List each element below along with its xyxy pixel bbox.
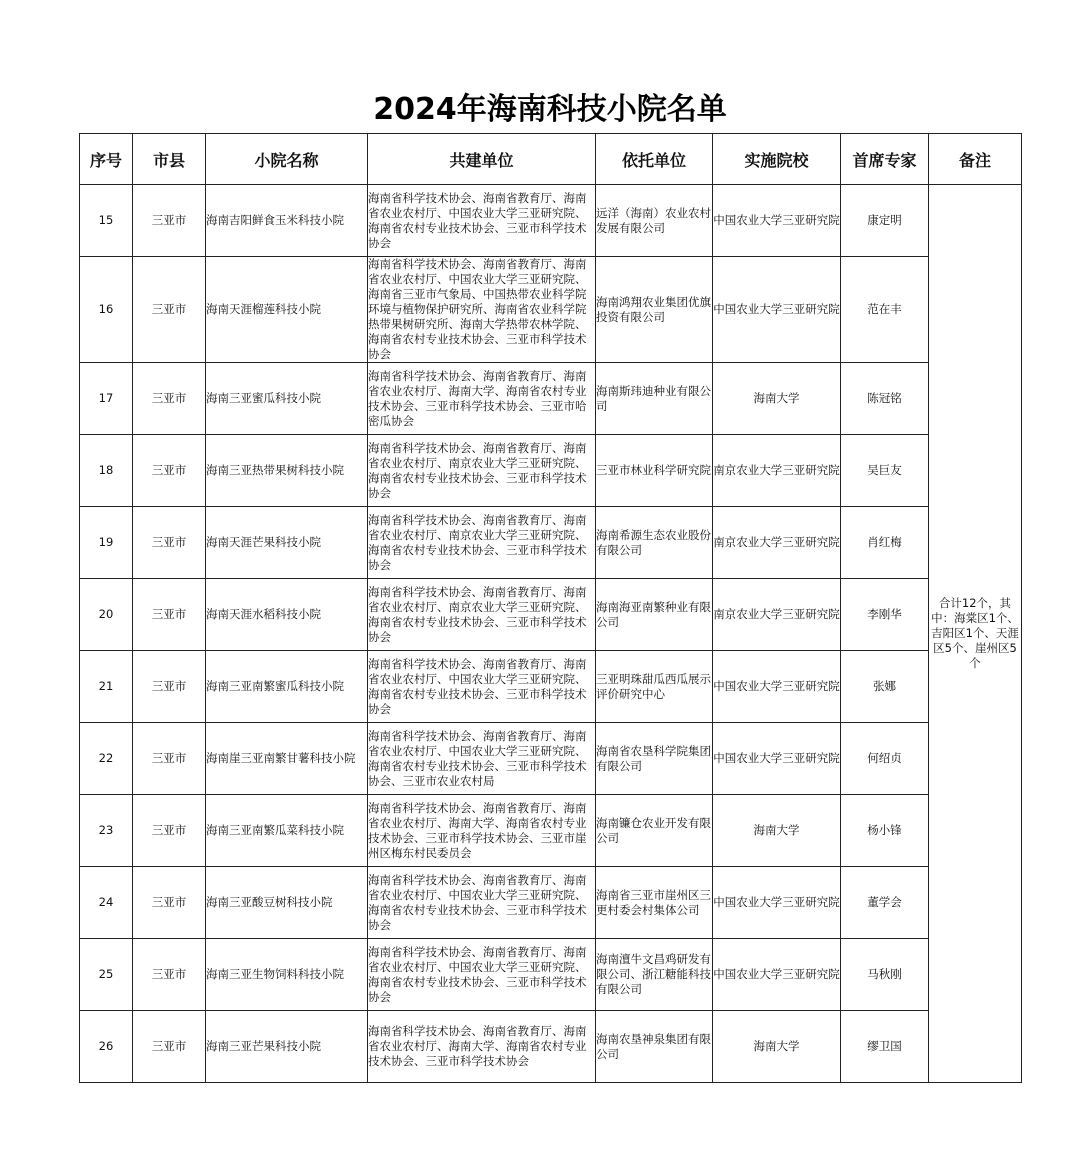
header-school: 实施院校 [713, 134, 841, 185]
row-expert: 马秋刚 [841, 939, 929, 1011]
row-city: 三亚市 [133, 185, 206, 257]
row-yard-name: 海南天涯芒果科技小院 [206, 507, 368, 579]
row-city: 三亚市 [133, 795, 206, 867]
row-school: 海南大学 [713, 795, 841, 867]
row-host: 海南希源生态农业股份有限公司 [596, 507, 713, 579]
table-row [80, 867, 1022, 939]
table-row [80, 795, 1022, 867]
row-host: 海南镰仓农业开发有限公司 [596, 795, 713, 867]
row-partners: 海南省科学技术协会、海南省教育厅、海南省农业农村厅、中国农业大学三亚研究院、海南省农村专业技术协会、三亚市科学技术协会、三亚市农业农村局 [368, 723, 596, 795]
row-city: 三亚市 [133, 867, 206, 939]
table-row [80, 363, 1022, 435]
table-row [80, 507, 1022, 579]
row-yard-name: 海南天涯水稻科技小院 [206, 579, 368, 651]
row-city: 三亚市 [133, 363, 206, 435]
row-partners: 海南省科学技术协会、海南省教育厅、海南省农业农村厅、中国农业大学三亚研究院、海南省农村专业技术协会、三亚市科学技术协会 [368, 939, 596, 1011]
row-expert: 康定明 [841, 185, 929, 257]
row-city: 三亚市 [133, 939, 206, 1011]
row-number: 19 [80, 507, 133, 579]
table-row [80, 435, 1022, 507]
row-host: 海南鸿翔农业集团优旗投资有限公司 [596, 257, 713, 363]
table-row [80, 579, 1022, 651]
row-yard-name: 海南三亚热带果树科技小院 [206, 435, 368, 507]
row-city: 三亚市 [133, 579, 206, 651]
row-partners: 海南省科学技术协会、海南省教育厅、海南省农业农村厅、海南大学、海南省农村专业技术协会、三亚市科学技术协会、三亚市崖州区梅东村民委员会 [368, 795, 596, 867]
row-school: 南京农业大学三亚研究院 [713, 507, 841, 579]
row-expert: 杨小锋 [841, 795, 929, 867]
header-city: 市县 [133, 134, 206, 185]
table-row [80, 1011, 1022, 1083]
header-name: 小院名称 [206, 134, 368, 185]
row-expert: 董学会 [841, 867, 929, 939]
row-expert: 吴巨友 [841, 435, 929, 507]
row-partners: 海南省科学技术协会、海南省教育厅、海南省农业农村厅、中国农业大学三亚研究院、海南省农村专业技术协会、三亚市科学技术协会 [368, 185, 596, 257]
row-partners: 海南省科学技术协会、海南省教育厅、海南省农业农村厅、南京农业大学三亚研究院、海南省农村专业技术协会、三亚市科学技术协会 [368, 435, 596, 507]
row-host: 三亚市林业科学研究院 [596, 435, 713, 507]
row-number: 25 [80, 939, 133, 1011]
row-number: 26 [80, 1011, 133, 1083]
row-number: 18 [80, 435, 133, 507]
row-city: 三亚市 [133, 651, 206, 723]
row-city: 三亚市 [133, 435, 206, 507]
row-school: 中国农业大学三亚研究院 [713, 867, 841, 939]
table-row [80, 723, 1022, 795]
header-host: 依托单位 [596, 134, 713, 185]
row-expert: 张娜 [841, 651, 929, 723]
row-expert: 肖红梅 [841, 507, 929, 579]
row-number: 23 [80, 795, 133, 867]
row-partners: 海南省科学技术协会、海南省教育厅、海南省农业农村厅、海南大学、海南省农村专业技术协会、三亚市科学技术协会、三亚市哈密瓜协会 [368, 363, 596, 435]
row-partners: 海南省科学技术协会、海南省教育厅、海南省农业农村厅、中国农业大学三亚研究院、海南省农村专业技术协会、三亚市科学技术协会 [368, 651, 596, 723]
row-number: 20 [80, 579, 133, 651]
header-expert: 首席专家 [841, 134, 929, 185]
row-host: 海南省三亚市崖州区三更村委会村集体公司 [596, 867, 713, 939]
row-host: 远洋（海南）农业农村发展有限公司 [596, 185, 713, 257]
roster-table [79, 133, 1022, 1083]
row-school: 中国农业大学三亚研究院 [713, 257, 841, 363]
row-yard-name: 海南天涯榴莲科技小院 [206, 257, 368, 363]
row-school: 中国农业大学三亚研究院 [713, 939, 841, 1011]
row-school: 海南大学 [713, 363, 841, 435]
page-title: 2024年海南科技小院名单 [373, 92, 727, 127]
row-partners: 海南省科学技术协会、海南省教育厅、海南省农业农村厅、海南大学、海南省农村专业技术协会、三亚市科学技术协会 [368, 1011, 596, 1083]
row-city: 三亚市 [133, 723, 206, 795]
row-yard-name: 海南三亚生物饲料科技小院 [206, 939, 368, 1011]
row-expert: 陈冠铭 [841, 363, 929, 435]
row-city: 三亚市 [133, 1011, 206, 1083]
row-number: 17 [80, 363, 133, 435]
row-partners: 海南省科学技术协会、海南省教育厅、海南省农业农村厅、南京农业大学三亚研究院、海南省农村专业技术协会、三亚市科学技术协会 [368, 507, 596, 579]
row-host: 海南斯玮迪种业有限公司 [596, 363, 713, 435]
row-school: 南京农业大学三亚研究院 [713, 579, 841, 651]
row-yard-name: 海南三亚南繁蜜瓜科技小院 [206, 651, 368, 723]
row-number: 15 [80, 185, 133, 257]
header-row [80, 134, 1022, 185]
row-yard-name: 海南吉阳鲜食玉米科技小院 [206, 185, 368, 257]
row-partners: 海南省科学技术协会、海南省教育厅、海南省农业农村厅、中国农业大学三亚研究院、海南省三亚市气象局、中国热带农业科学院环境与植物保护研究所、海南省农业科学院热带果树研究所、海南大学热带农林学院、海南省农村专业技术协会、三亚市科学技术协会 [368, 257, 596, 363]
row-partners: 海南省科学技术协会、海南省教育厅、海南省农业农村厅、中国农业大学三亚研究院、海南省农村专业技术协会、三亚市科学技术协会 [368, 867, 596, 939]
row-city: 三亚市 [133, 257, 206, 363]
table-row [80, 651, 1022, 723]
row-yard-name: 海南三亚酸豆树科技小院 [206, 867, 368, 939]
row-school: 南京农业大学三亚研究院 [713, 435, 841, 507]
row-number: 21 [80, 651, 133, 723]
header-notes: 备注 [929, 134, 1022, 185]
row-school: 海南大学 [713, 1011, 841, 1083]
header-num: 序号 [80, 134, 133, 185]
row-yard-name: 海南三亚芒果科技小院 [206, 1011, 368, 1083]
row-number: 24 [80, 867, 133, 939]
header-partners: 共建单位 [368, 134, 596, 185]
table-row [80, 185, 1022, 257]
row-yard-name: 海南三亚南繁瓜菜科技小院 [206, 795, 368, 867]
notes-cell: 合计12个，其中：海棠区1个、吉阳区1个、天涯区5个、崖州区5个 [929, 185, 1022, 1083]
row-expert: 李刚华 [841, 579, 929, 651]
row-host: 海南农垦神泉集团有限公司 [596, 1011, 713, 1083]
row-partners: 海南省科学技术协会、海南省教育厅、海南省农业农村厅、南京农业大学三亚研究院、海南省农村专业技术协会、三亚市科学技术协会 [368, 579, 596, 651]
row-expert: 范在丰 [841, 257, 929, 363]
table-row [80, 257, 1022, 363]
row-yard-name: 海南三亚蜜瓜科技小院 [206, 363, 368, 435]
row-school: 中国农业大学三亚研究院 [713, 651, 841, 723]
row-yard-name: 海南崖三亚南繁甘薯科技小院 [206, 723, 368, 795]
row-host: 海南澶牛文昌鸡研发有限公司、浙江糖能科技有限公司 [596, 939, 713, 1011]
row-expert: 缪卫国 [841, 1011, 929, 1083]
row-number: 22 [80, 723, 133, 795]
row-city: 三亚市 [133, 507, 206, 579]
row-expert: 何绍贞 [841, 723, 929, 795]
table-row [80, 939, 1022, 1011]
row-host: 海南省农垦科学院集团有限公司 [596, 723, 713, 795]
row-host: 海南海亚南繁种业有限公司 [596, 579, 713, 651]
row-school: 中国农业大学三亚研究院 [713, 723, 841, 795]
row-number: 16 [80, 257, 133, 363]
row-school: 中国农业大学三亚研究院 [713, 185, 841, 257]
row-host: 三亚明珠甜瓜西瓜展示评价研究中心 [596, 651, 713, 723]
